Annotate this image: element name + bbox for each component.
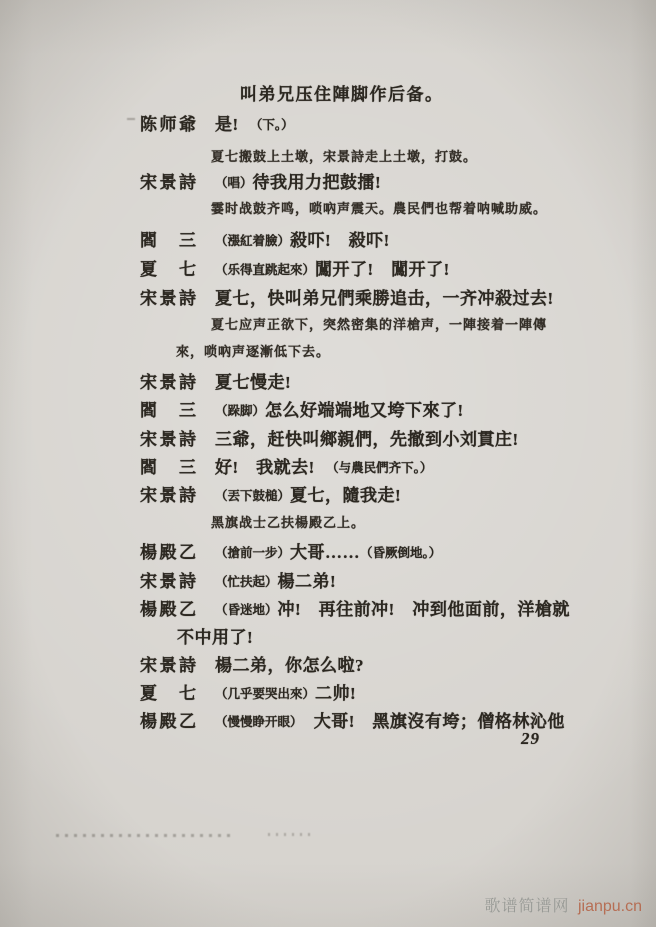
stage-note: （忙扶起） <box>215 575 278 589</box>
stage-note: （下。） <box>256 118 294 132</box>
speaker-name: 楊殿乙 <box>140 712 199 731</box>
speaker-name: 宋景詩 <box>140 289 199 308</box>
dialogue-text: 楊二弟，你怎么啦? <box>215 656 364 675</box>
page-number: 29 <box>521 729 540 748</box>
stage-note: （几乎要哭出來） <box>215 687 316 701</box>
dialogue-text: （搶前一步）大哥……（昏厥倒地。） <box>215 543 442 562</box>
watermark-site-name: 歌谱简谱网 <box>484 898 570 915</box>
speaker-name: 閻 三 <box>140 401 199 420</box>
watermark-url: jianpu.cn <box>577 898 642 915</box>
dialogue-text: （昏迷地）冲! 再往前冲! 冲到他面前，洋槍就 <box>215 600 570 619</box>
speaker-name: 宋景詩 <box>140 173 199 192</box>
watermark <box>484 893 642 916</box>
verse-line: 叫弟兄压住陣脚作后备。 <box>240 85 444 104</box>
stage-note: （乐得直跳起來） <box>215 263 316 277</box>
dialogue-text: （跺脚）怎么好端端地又垮下來了! <box>215 401 464 420</box>
dialogue-text: （漲紅着臉）殺吓! 殺吓! <box>215 231 390 250</box>
stage-note: （与農民們齐下。） <box>332 461 433 475</box>
stage-note: （昏迷地） <box>215 603 278 617</box>
speaker-name: 宋景詩 <box>140 486 199 505</box>
stage-direction: 夏七应声正欲下，突然密集的洋槍声，一陣接着一陣傳 <box>211 317 548 332</box>
dialogue-text: （丟下鼓槌）夏七，隨我走! <box>215 486 402 505</box>
speaker-name: 夏 七 <box>140 684 199 703</box>
dialogue-continuation: 不中用了! <box>177 628 254 647</box>
stage-note: （丟下鼓槌） <box>215 489 291 503</box>
speaker-name: 楊殿乙 <box>140 600 199 619</box>
speaker-name: 閻 三 <box>140 231 199 250</box>
scan-smudge <box>127 118 135 120</box>
speaker-name: 宋景詩 <box>140 373 199 392</box>
speaker-name: 陈师爺 <box>140 115 199 134</box>
dialogue-text: （忙扶起）楊二弟! <box>215 572 337 591</box>
speaker-name: 夏 七 <box>140 260 199 279</box>
speaker-name: 楊殿乙 <box>140 543 199 562</box>
stage-note: （跺脚） <box>215 404 266 418</box>
dialogue-text: 夏七，快叫弟兄們乘勝追击，一齐冲殺过去! <box>215 289 554 308</box>
dialogue-text: （乐得直跳起來）闖开了! 闖开了! <box>215 260 450 279</box>
dialogue-text: 夏七慢走! <box>215 373 292 392</box>
stage-direction: 夏七搬鼓上土墩，宋景詩走上土墩，打鼓。 <box>211 149 478 164</box>
stage-direction: 霎时战鼓齐鸣，唢吶声震天。農民們也帮着呐喊助威。 <box>211 201 548 216</box>
stage-direction-continuation: 來，唢吶声逐漸低下去。 <box>176 344 331 359</box>
dialogue-text: （几乎要哭出來）二帅! <box>215 684 357 703</box>
speaker-name: 閻 三 <box>140 458 199 477</box>
dialogue-text: 是! （下。） <box>215 115 294 134</box>
dialogue-text: （唱）待我用力把鼓擂! <box>215 173 382 192</box>
speaker-name: 宋景詩 <box>140 572 199 591</box>
stage-note: （昏厥倒地。） <box>360 546 442 560</box>
scan-smudge <box>268 833 310 836</box>
speaker-name: 宋景詩 <box>140 656 199 675</box>
speaker-name: 宋景詩 <box>140 430 199 449</box>
dialogue-text: （慢慢睁开眼） 大哥! 黑旗沒有垮；僧格林沁他 <box>215 712 565 731</box>
stage-direction: 黑旗战士乙扶楊殿乙上。 <box>211 515 366 530</box>
stage-note: （慢慢睁开眼） <box>215 715 297 729</box>
dialogue-text: 好! 我就去! （与農民們齐下。） <box>215 458 433 477</box>
stage-note: （唱） <box>215 176 253 190</box>
stage-note: （搶前一步） <box>215 546 291 560</box>
stage-note: （漲紅着臉） <box>215 234 291 248</box>
dialogue-text: 三爺，赶快叫鄉親們，先撤到小刘貫庄! <box>215 430 519 449</box>
scan-smudge <box>56 834 232 837</box>
